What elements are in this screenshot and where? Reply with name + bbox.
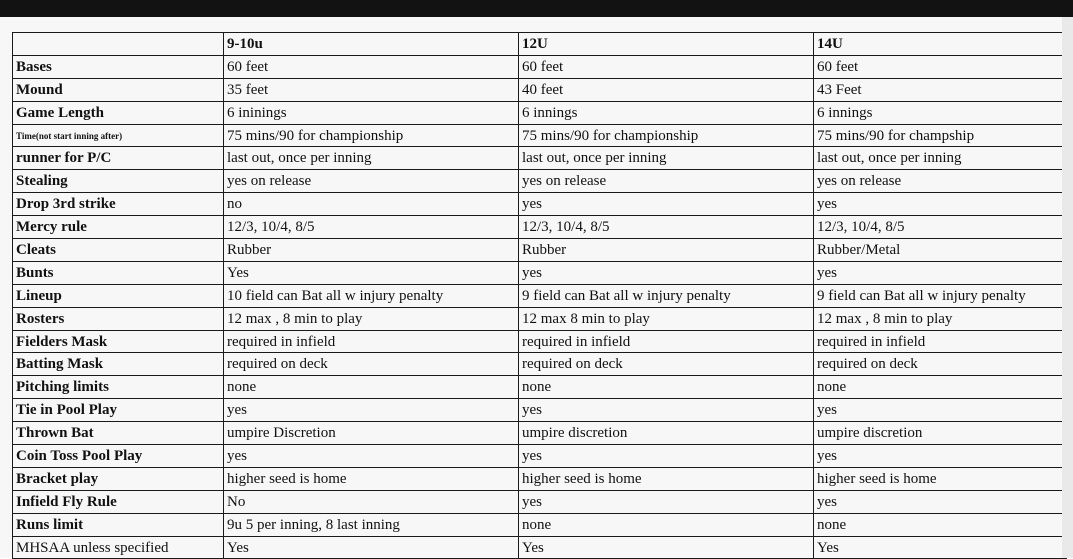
table-row: [13, 330, 1067, 353]
row-label: Fielders Mask: [13, 330, 224, 353]
row-label: Mound: [13, 78, 224, 101]
cell-14u: required in infield: [814, 330, 1067, 353]
cell-14u: umpire discretion: [814, 422, 1067, 445]
table-row: [13, 170, 1067, 193]
cell-14u: Yes: [814, 536, 1067, 559]
cell-9-10u: Yes: [224, 536, 519, 559]
cell-9-10u: 35 feet: [224, 78, 519, 101]
cell-14u: yes: [814, 399, 1067, 422]
cell-9-10u: 12/3, 10/4, 8/5: [224, 216, 519, 239]
cell-14u: 75 mins/90 for champship: [814, 124, 1067, 147]
right-edge: [1062, 17, 1073, 558]
cell-12u: none: [519, 513, 814, 536]
cell-9-10u: 12 max , 8 min to play: [224, 307, 519, 330]
cell-14u: 43 Feet: [814, 78, 1067, 101]
cell-14u: yes: [814, 445, 1067, 468]
row-label: runner for P/C: [13, 147, 224, 170]
row-label: Game Length: [13, 101, 224, 124]
cell-9-10u: no: [224, 193, 519, 216]
row-label: Infield Fly Rule: [13, 490, 224, 513]
cell-14u: none: [814, 513, 1067, 536]
cell-12u: umpire discretion: [519, 422, 814, 445]
row-label: Batting Mask: [13, 353, 224, 376]
table-row: [13, 284, 1067, 307]
table-row: [13, 353, 1067, 376]
cell-9-10u: yes: [224, 399, 519, 422]
cell-12u: 12/3, 10/4, 8/5: [519, 216, 814, 239]
table-row: [13, 216, 1067, 239]
cell-12u: Yes: [519, 536, 814, 559]
cell-9-10u: last out, once per inning: [224, 147, 519, 170]
cell-12u: yes: [519, 193, 814, 216]
header-cell-14u: 14U: [814, 33, 1067, 56]
row-label: Cleats: [13, 239, 224, 262]
table-row: [13, 422, 1067, 445]
table-row: [13, 513, 1067, 536]
cell-9-10u: umpire Discretion: [224, 422, 519, 445]
table-row: [13, 307, 1067, 330]
row-label: Pitching limits: [13, 376, 224, 399]
header-cell-12u: 12U: [519, 33, 814, 56]
cell-9-10u: 9u 5 per inning, 8 last inning: [224, 513, 519, 536]
table-row: [13, 399, 1067, 422]
row-label: Rosters: [13, 307, 224, 330]
cell-14u: Rubber/Metal: [814, 239, 1067, 262]
table-row: [13, 78, 1067, 101]
cell-12u: required on deck: [519, 353, 814, 376]
cell-14u: last out, once per inning: [814, 147, 1067, 170]
table-row: [13, 124, 1067, 147]
cell-14u: 12/3, 10/4, 8/5: [814, 216, 1067, 239]
cell-9-10u: 6 ininings: [224, 101, 519, 124]
cell-14u: 9 field can Bat all w injury penalty: [814, 284, 1067, 307]
cell-12u: yes on release: [519, 170, 814, 193]
cell-9-10u: required in infield: [224, 330, 519, 353]
row-label: Drop 3rd strike: [13, 193, 224, 216]
cell-14u: yes: [814, 490, 1067, 513]
row-label: Mercy rule: [13, 216, 224, 239]
cell-14u: yes: [814, 193, 1067, 216]
row-label: Stealing: [13, 170, 224, 193]
rules-table: [12, 32, 1067, 559]
cell-9-10u: yes: [224, 445, 519, 468]
cell-12u: higher seed is home: [519, 467, 814, 490]
row-label: MHSAA unless specified: [13, 536, 224, 559]
cell-9-10u: Yes: [224, 261, 519, 284]
cell-12u: 75 mins/90 for championship: [519, 124, 814, 147]
cell-9-10u: Rubber: [224, 239, 519, 262]
row-label: Bases: [13, 55, 224, 78]
table-header-row: [13, 33, 1067, 56]
cell-14u: none: [814, 376, 1067, 399]
cell-9-10u: 10 field can Bat all w injury penalty: [224, 284, 519, 307]
cell-9-10u: 60 feet: [224, 55, 519, 78]
cell-9-10u: required on deck: [224, 353, 519, 376]
cell-9-10u: yes on release: [224, 170, 519, 193]
cell-12u: Rubber: [519, 239, 814, 262]
cell-9-10u: No: [224, 490, 519, 513]
cell-14u: 6 innings: [814, 101, 1067, 124]
table-row: [13, 193, 1067, 216]
cell-14u: 60 feet: [814, 55, 1067, 78]
row-label: Bracket play: [13, 467, 224, 490]
cell-9-10u: 75 mins/90 for championship: [224, 124, 519, 147]
cell-12u: yes: [519, 490, 814, 513]
top-bar: [0, 0, 1073, 17]
cell-12u: yes: [519, 399, 814, 422]
row-label: Thrown Bat: [13, 422, 224, 445]
cell-12u: yes: [519, 445, 814, 468]
cell-12u: required in infield: [519, 330, 814, 353]
row-label: Tie in Pool Play: [13, 399, 224, 422]
cell-12u: 40 feet: [519, 78, 814, 101]
cell-12u: yes: [519, 261, 814, 284]
table-row: [13, 101, 1067, 124]
header-cell-9-10u: 9-10u: [224, 33, 519, 56]
table-row: [13, 536, 1067, 559]
table-row: [13, 490, 1067, 513]
table-row: [13, 261, 1067, 284]
cell-14u: required on deck: [814, 353, 1067, 376]
cell-12u: 6 innings: [519, 101, 814, 124]
row-label: Bunts: [13, 261, 224, 284]
cell-14u: yes on release: [814, 170, 1067, 193]
cell-14u: yes: [814, 261, 1067, 284]
table-row: [13, 467, 1067, 490]
table-row: [13, 147, 1067, 170]
cell-14u: higher seed is home: [814, 467, 1067, 490]
row-label: Lineup: [13, 284, 224, 307]
cell-12u: last out, once per inning: [519, 147, 814, 170]
table-row: [13, 55, 1067, 78]
cell-12u: 9 field can Bat all w injury penalty: [519, 284, 814, 307]
row-label: Runs limit: [13, 513, 224, 536]
cell-9-10u: none: [224, 376, 519, 399]
cell-12u: 12 max 8 min to play: [519, 307, 814, 330]
table-row: [13, 376, 1067, 399]
table-row: [13, 239, 1067, 262]
cell-12u: none: [519, 376, 814, 399]
cell-14u: 12 max , 8 min to play: [814, 307, 1067, 330]
header-cell-label: [13, 33, 224, 56]
cell-9-10u: higher seed is home: [224, 467, 519, 490]
row-label: Time(not start inning after): [13, 124, 224, 147]
cell-12u: 60 feet: [519, 55, 814, 78]
table-row: [13, 445, 1067, 468]
row-label: Coin Toss Pool Play: [13, 445, 224, 468]
